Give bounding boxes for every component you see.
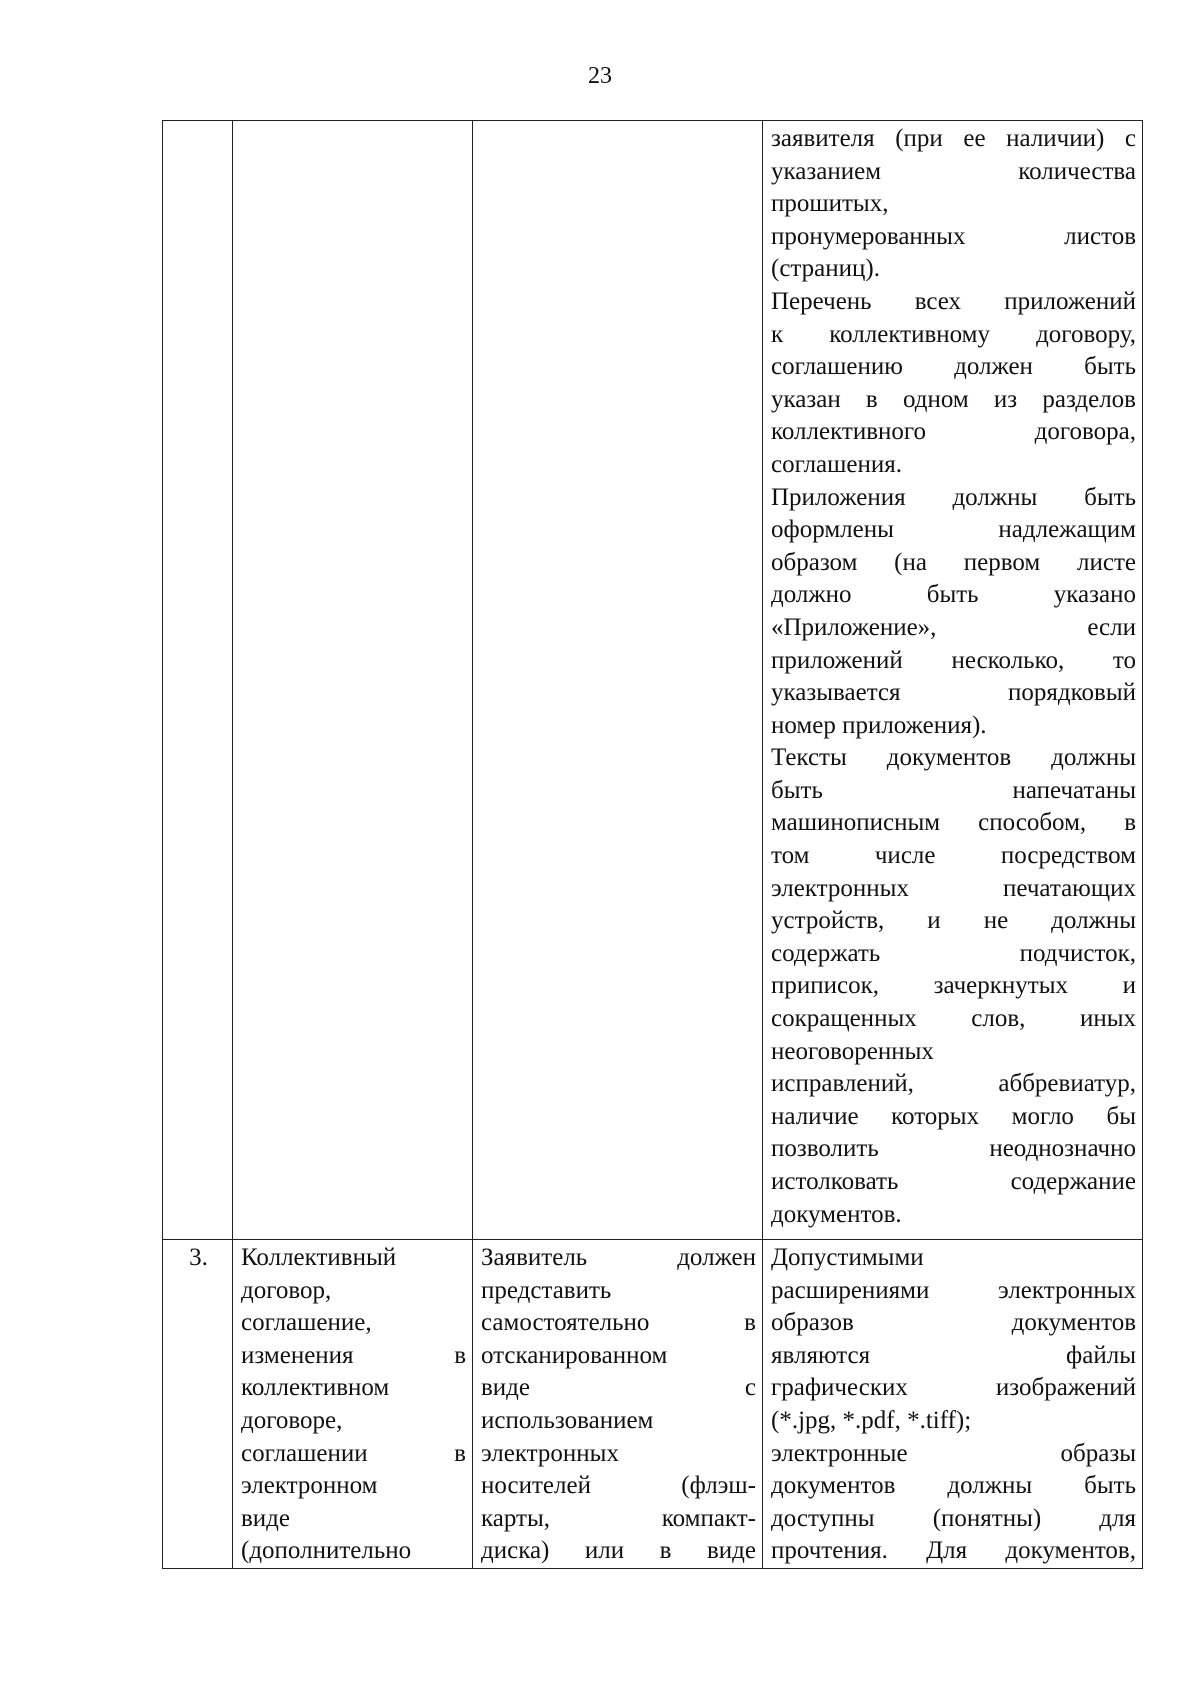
table-row — [163, 121, 1143, 1240]
text-line: приписок, зачеркнутых и — [771, 972, 1136, 1000]
text-line: соглашении в — [241, 1439, 466, 1467]
text-line: прошитых, — [771, 190, 889, 218]
text-line: наличие которых могло бы — [771, 1102, 1136, 1130]
text-line: карты, компакт- — [481, 1504, 756, 1532]
text-line: устройств, и не должны — [771, 907, 1136, 935]
text-line: самостоятельно в — [481, 1309, 756, 1337]
text-line: использованием — [481, 1406, 654, 1434]
text-line: оформлены надлежащим — [771, 516, 1136, 544]
text-line: исправлений, аббревиатур, — [771, 1070, 1136, 1098]
text-line: указанием количества — [771, 157, 1136, 185]
text-line: сокращенных слов, иных — [771, 1005, 1136, 1033]
text-line: электронных печатающих — [771, 874, 1136, 902]
text-line: Перечень всех приложений — [771, 287, 1136, 315]
text-line: соглашения. — [771, 450, 903, 478]
text-line: «Приложение», если — [771, 613, 1136, 641]
text-line: соглашению должен быть — [771, 353, 1136, 381]
row-number-cell — [163, 121, 233, 1240]
text-line: номер приложения). — [771, 711, 987, 739]
text-line: отсканированном — [481, 1341, 668, 1369]
text-line: позволить неоднозначно — [771, 1135, 1136, 1163]
text-line: коллективного договора, — [771, 418, 1136, 446]
text-line: образом (на первом листе — [771, 548, 1136, 576]
text-line: электронных — [481, 1439, 619, 1467]
page-number: 23 — [588, 63, 612, 89]
text-line: Приложения должны быть — [771, 483, 1136, 511]
text-line: коллективном — [241, 1374, 390, 1402]
text-line: являются файлы — [771, 1341, 1136, 1369]
text-line: документов. — [771, 1200, 902, 1228]
text-line: Допустимыми — [771, 1244, 924, 1271]
text-line: документов должны быть — [771, 1472, 1136, 1500]
submission-method-cell — [473, 121, 763, 1240]
document-name-cell — [233, 121, 473, 1240]
text-line: графических изображений — [771, 1374, 1136, 1402]
text-line: том числе посредством — [771, 842, 1136, 870]
text-line: истолковать содержание — [771, 1168, 1136, 1195]
text-line: электронные образы — [771, 1439, 1136, 1467]
text-line: расширениями электронных — [771, 1276, 1136, 1304]
requirements-cell — [763, 1240, 1143, 1569]
text-line: Тексты документов должны — [771, 744, 1136, 772]
text-line: (страниц). — [771, 255, 880, 283]
text-line: представить — [481, 1276, 612, 1304]
requirements-cell — [763, 121, 1143, 1240]
text-line: образов документов — [771, 1309, 1136, 1337]
text-line: соглашение, — [241, 1309, 372, 1337]
text-line: машинописным способом, в — [771, 809, 1136, 837]
text-line: договоре, — [241, 1406, 343, 1434]
text-line: (дополнительно — [241, 1537, 412, 1565]
text-line: изменения в — [241, 1341, 466, 1369]
text-line: доступны (понятны) для — [771, 1504, 1136, 1532]
text-line: должно быть указано — [771, 581, 1136, 609]
text-line: (*.jpg, *.pdf, *.tiff); — [771, 1406, 972, 1434]
text-line: приложений несколько, то — [771, 646, 1136, 674]
text-line: виде с — [481, 1374, 756, 1402]
text-line: договор, — [241, 1276, 332, 1304]
text-line: Коллективный — [241, 1244, 397, 1271]
text-line: указывается порядковый — [771, 679, 1136, 707]
text-line: заявителя (при ее наличии) с — [771, 125, 1136, 152]
text-line: Заявитель должен — [481, 1244, 756, 1271]
requirements-table — [162, 120, 1143, 1569]
document-name-cell — [233, 1240, 473, 1569]
text-line: неоговоренных — [771, 1037, 934, 1065]
text-line: к коллективному договору, — [771, 320, 1136, 348]
text-line: указан в одном из разделов — [771, 385, 1136, 413]
text-line: содержать подчисток, — [771, 939, 1136, 967]
text-line: пронумерованных листов — [771, 222, 1136, 250]
text-line: диска) или в виде — [481, 1537, 756, 1565]
text-line: носителей (флэш- — [481, 1472, 756, 1500]
text-line: электронном — [241, 1472, 378, 1500]
text-line: быть напечатаны — [771, 776, 1136, 804]
submission-method-cell — [473, 1240, 763, 1569]
table-row — [163, 1240, 1143, 1569]
row-number-cell: 3. — [163, 1240, 233, 1569]
text-line: прочтения. Для документов, — [771, 1537, 1136, 1565]
text-line: виде — [241, 1504, 290, 1532]
